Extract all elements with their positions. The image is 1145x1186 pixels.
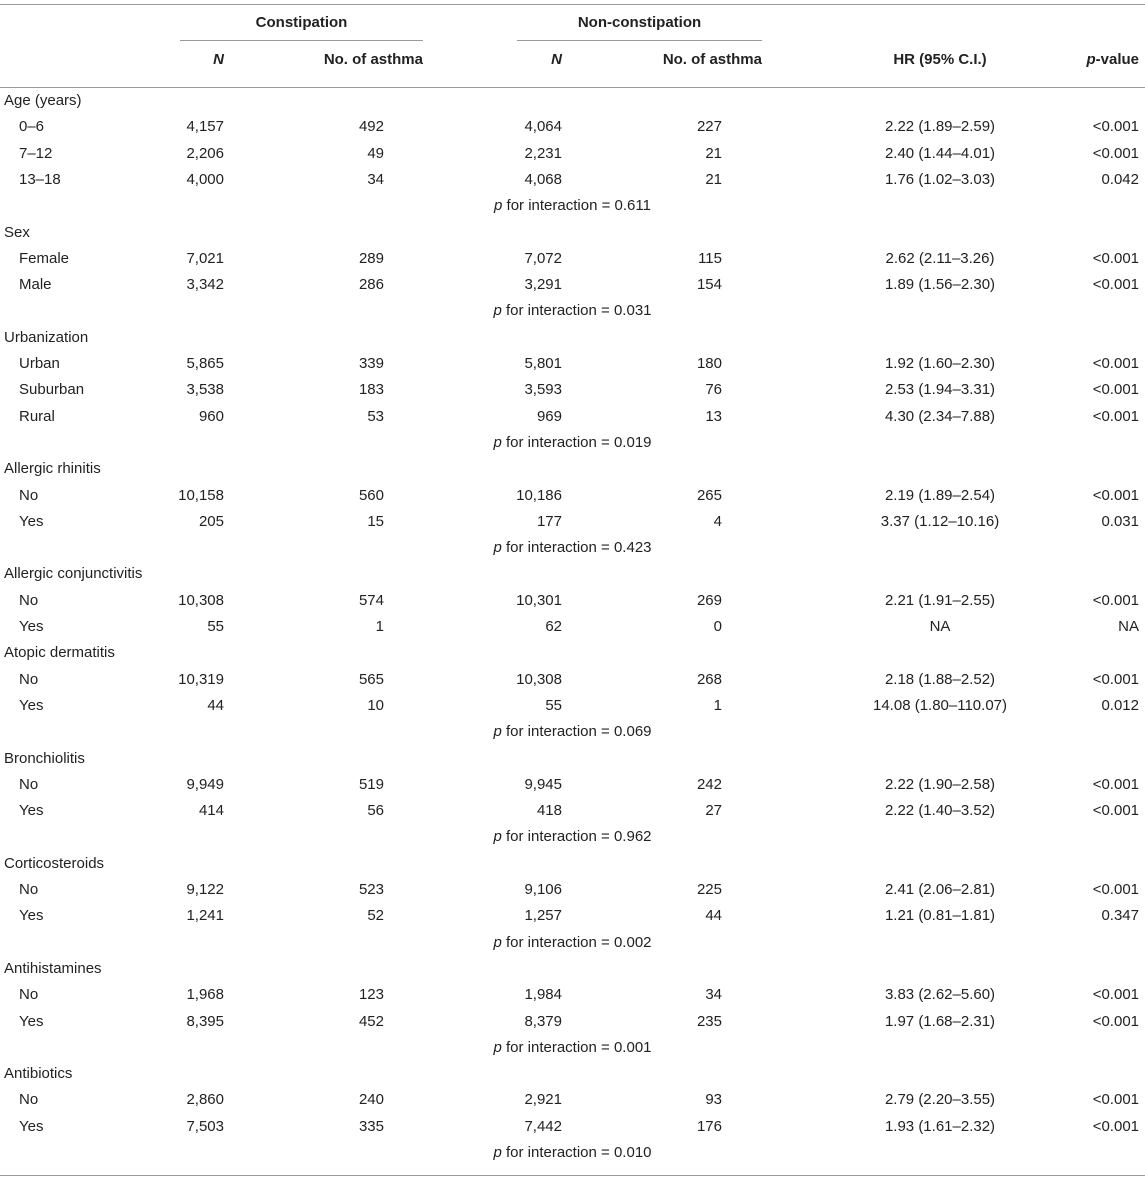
interaction-row: [0, 934, 1145, 960]
non-constipation-n-cell: 177: [536, 512, 562, 530]
interaction-p-italic: p: [493, 433, 502, 451]
constipation-asthma-cell: 560: [358, 486, 384, 504]
non-constipation-n-cell: 10,308: [516, 670, 562, 688]
row-label: Urban: [19, 355, 60, 372]
table-row: [0, 1091, 1145, 1117]
non-constipation-asthma-cell: 242: [696, 775, 722, 793]
interaction-p-italic: p: [493, 1038, 502, 1056]
constipation-n-cell: 4,157: [186, 118, 224, 136]
hr-cell: 2.62 (2.11–3.26): [885, 249, 995, 267]
constipation-asthma-cell: 452: [358, 1012, 384, 1030]
interaction-p-italic: p: [493, 828, 502, 846]
header-p-value: [1040, 51, 1139, 68]
p-value-cell: 0.012: [1101, 696, 1139, 714]
section-title: Corticosteroids: [4, 854, 105, 872]
p-value-cell: <0.001: [1092, 249, 1139, 267]
non-constipation-n-cell: 3,593: [524, 381, 562, 399]
hr-cell: 4.30 (2.34–7.88): [884, 407, 996, 425]
interaction-p-italic: p: [493, 539, 502, 557]
section-title: Antibiotics: [4, 1065, 73, 1083]
constipation-n-cell: 4,000: [186, 170, 224, 188]
p-value-cell: <0.001: [1092, 986, 1139, 1004]
p-value-cell: <0.001: [1092, 670, 1139, 688]
table-row: [0, 802, 1145, 828]
constipation-asthma-cell: 56: [367, 802, 384, 820]
constipation-n-cell: 2,206: [186, 144, 224, 162]
interaction-row: [0, 1039, 1145, 1065]
hr-cell: 2.79 (2.20–3.55): [884, 1091, 996, 1109]
table-row: [0, 250, 1145, 276]
p-value-cell: <0.001: [1092, 881, 1139, 898]
interaction-label: for interaction =: [501, 1038, 614, 1056]
interaction-label: for interaction =: [501, 1144, 614, 1161]
row-label: 0–6: [19, 118, 45, 136]
p-value-cell: 0.031: [1101, 512, 1139, 530]
constipation-n-cell: 414: [198, 802, 224, 820]
non-constipation-asthma-cell: 115: [698, 249, 722, 267]
non-constipation-n-cell: 62: [545, 618, 562, 635]
non-constipation-asthma-cell: 21: [705, 144, 722, 162]
interaction-text: [400, 197, 745, 214]
table-top-rule: [0, 4, 1145, 5]
interaction-row: [0, 1144, 1145, 1170]
non-constipation-n-cell: 55: [545, 696, 562, 714]
interaction-label: for interaction =: [502, 197, 615, 215]
table-bottom-rule: [0, 1175, 1145, 1176]
interaction-row: [0, 434, 1145, 460]
hr-cell: 2.18 (1.88–2.52): [884, 670, 996, 688]
non-constipation-asthma-cell: 235: [696, 1012, 722, 1030]
interaction-p-italic: p: [493, 302, 502, 320]
table-row: [0, 145, 1145, 171]
non-constipation-asthma-cell: 154: [696, 276, 722, 294]
section-title: Allergic conjunctivitis: [4, 565, 143, 583]
hr-cell: 1.76 (1.02–3.03): [884, 170, 996, 188]
table-row: [0, 381, 1145, 407]
table-row: [0, 881, 1145, 907]
section-title-row: [0, 960, 1145, 986]
constipation-asthma-cell: 53: [367, 407, 384, 425]
constipation-n-cell: 8,395: [186, 1012, 224, 1030]
interaction-label: for interaction =: [501, 302, 614, 320]
non-constipation-n-cell: 8,379: [524, 1012, 562, 1030]
p-value-cell: <0.001: [1092, 381, 1139, 399]
section-title-row: [0, 1065, 1145, 1091]
section-title: Antihistamines: [4, 959, 102, 977]
section-title-row: [0, 92, 1145, 118]
row-label: Yes: [19, 802, 44, 820]
non-constipation-n-cell: 7,072: [524, 249, 562, 267]
row-label: Yes: [19, 512, 44, 530]
constipation-n-cell: 3,538: [186, 381, 224, 399]
row-label: Female: [19, 249, 70, 267]
section-title: Atopic dermatitis: [4, 644, 115, 662]
row-label: Yes: [19, 1012, 44, 1030]
section-title: Allergic rhinitis: [4, 460, 101, 478]
constipation-asthma-cell: 34: [367, 170, 384, 188]
interaction-row: [0, 539, 1145, 565]
interaction-value: 0.001: [613, 1038, 652, 1056]
header-non-constipation-underline: [517, 40, 762, 41]
section-title: Urbanization: [4, 328, 89, 346]
constipation-asthma-cell: 1: [375, 618, 384, 635]
row-label: No: [19, 591, 39, 609]
row-label: No: [19, 986, 39, 1004]
non-constipation-asthma-cell: 4: [713, 512, 722, 530]
non-constipation-n-cell: 969: [536, 407, 562, 425]
non-constipation-asthma-cell: 0: [713, 618, 722, 635]
interaction-label: for interaction =: [501, 433, 614, 451]
hr-cell: 2.41 (2.06–2.81): [884, 881, 996, 898]
constipation-n-cell: 1,968: [186, 986, 224, 1004]
non-constipation-asthma-cell: 225: [696, 881, 722, 898]
row-label: No: [19, 670, 39, 688]
non-constipation-asthma-cell: 34: [705, 986, 722, 1004]
hr-cell: 1.92 (1.60–2.30): [884, 355, 996, 372]
non-constipation-n-cell: 2,231: [524, 144, 562, 162]
non-constipation-asthma-cell: 44: [705, 907, 722, 925]
table-row: [0, 276, 1145, 302]
non-constipation-n-cell: 7,442: [524, 1117, 562, 1135]
header-constipation-underline: [180, 40, 423, 41]
p-value-cell: 0.347: [1101, 907, 1139, 925]
p-value-cell: <0.001: [1092, 775, 1139, 793]
interaction-label: for interaction =: [501, 539, 614, 557]
constipation-n-cell: 7,503: [186, 1117, 224, 1135]
table-row: [0, 776, 1145, 802]
constipation-asthma-cell: 49: [367, 144, 384, 162]
constipation-asthma-cell: 289: [358, 249, 384, 267]
interaction-text: [400, 1039, 745, 1056]
interaction-p-italic: p: [493, 723, 502, 741]
p-value-cell: <0.001: [1092, 355, 1139, 372]
table-row: [0, 513, 1145, 539]
constipation-n-cell: 205: [198, 512, 224, 530]
section-title-row: [0, 855, 1145, 881]
interaction-text: [400, 934, 745, 951]
non-constipation-n-cell: 10,301: [516, 591, 562, 609]
table-row: [0, 986, 1145, 1012]
header-p-italic: p: [1086, 51, 1096, 68]
interaction-row: [0, 197, 1145, 223]
constipation-asthma-cell: 183: [358, 381, 384, 399]
hr-cell: 1.21 (0.81–1.81): [884, 907, 996, 925]
constipation-n-cell: 2,860: [186, 1091, 224, 1109]
constipation-asthma-cell: 15: [367, 512, 384, 530]
interaction-text: [400, 302, 745, 319]
hr-cell: 1.89 (1.56–2.30): [884, 276, 996, 294]
non-constipation-n-cell: 1,257: [524, 907, 562, 925]
non-constipation-asthma-cell: 180: [696, 355, 722, 372]
hr-cell: 3.37 (1.12–10.16): [880, 512, 1000, 530]
header-non-constipation: Non-constipation: [577, 14, 702, 31]
header-asthma-non-constipation: No. of asthma: [662, 51, 762, 68]
p-value-cell: NA: [1118, 618, 1139, 635]
interaction-label: for interaction =: [501, 828, 614, 846]
non-constipation-asthma-cell: 268: [696, 670, 722, 688]
non-constipation-asthma-cell: 1: [713, 696, 722, 714]
hr-cell: 2.40 (1.44–4.01): [884, 144, 996, 162]
constipation-asthma-cell: 519: [358, 775, 384, 793]
non-constipation-n-cell: 5,801: [524, 355, 562, 372]
table-row: [0, 1118, 1145, 1144]
row-label: No: [19, 881, 39, 898]
row-label: No: [19, 486, 39, 504]
constipation-asthma-cell: 286: [358, 276, 384, 294]
constipation-asthma-cell: 335: [358, 1117, 384, 1135]
p-value-cell: <0.001: [1092, 1117, 1139, 1135]
row-label: Yes: [19, 1117, 44, 1135]
table-row: [0, 408, 1145, 434]
non-constipation-n-cell: 4,064: [524, 118, 562, 136]
hr-cell: 1.97 (1.68–2.31): [884, 1012, 996, 1030]
interaction-value: 0.031: [613, 302, 652, 320]
non-constipation-asthma-cell: 27: [705, 802, 722, 820]
constipation-asthma-cell: 565: [358, 670, 384, 688]
table-row: [0, 171, 1145, 197]
hr-cell: 2.22 (1.40–3.52): [884, 802, 996, 820]
section-title: Sex: [4, 223, 30, 241]
non-constipation-n-cell: 4,068: [524, 170, 562, 188]
row-label: No: [19, 775, 39, 793]
row-label: Yes: [19, 696, 44, 714]
hr-cell: 2.22 (1.89–2.59): [884, 118, 996, 136]
interaction-value: 0.423: [613, 539, 652, 557]
row-label: Yes: [19, 618, 44, 635]
table-row: [0, 618, 1145, 644]
interaction-value: 0.002: [613, 933, 652, 951]
section-title-row: [0, 460, 1145, 486]
hr-cell: 2.19 (1.89–2.54): [884, 486, 996, 504]
constipation-asthma-cell: 339: [358, 355, 384, 372]
non-constipation-asthma-cell: 21: [705, 170, 722, 188]
constipation-n-cell: 7,021: [186, 249, 224, 267]
non-constipation-asthma-cell: 269: [696, 591, 722, 609]
hr-cell: 3.83 (2.62–5.60): [884, 986, 996, 1004]
constipation-n-cell: 9,122: [186, 881, 224, 898]
p-value-cell: <0.001: [1092, 591, 1139, 609]
header-hr: HR (95% C.I.): [893, 51, 987, 68]
section-title-row: [0, 224, 1145, 250]
p-value-cell: <0.001: [1092, 407, 1139, 425]
interaction-text: [400, 1144, 745, 1161]
section-title-row: [0, 750, 1145, 776]
hr-cell: 2.53 (1.94–3.31): [884, 381, 996, 399]
non-constipation-asthma-cell: 227: [696, 118, 722, 136]
interaction-value: 0.962: [613, 828, 652, 846]
p-value-cell: <0.001: [1092, 118, 1139, 136]
constipation-asthma-cell: 492: [358, 118, 384, 136]
header-constipation: Constipation: [255, 14, 348, 31]
constipation-asthma-cell: 523: [358, 881, 384, 898]
interaction-text: [400, 828, 745, 845]
table-row: [0, 671, 1145, 697]
section-title: Age (years): [4, 92, 82, 109]
row-label: 7–12: [19, 144, 53, 162]
header-n-constipation: N: [213, 51, 224, 68]
non-constipation-n-cell: 10,186: [516, 486, 562, 504]
hr-cell: 1.93 (1.61–2.32): [884, 1117, 996, 1135]
constipation-n-cell: 44: [207, 696, 224, 714]
p-value-cell: <0.001: [1092, 144, 1139, 162]
p-value-cell: 0.042: [1101, 170, 1139, 188]
interaction-p-italic: p: [493, 933, 502, 951]
interaction-text: [400, 723, 745, 740]
row-label: Male: [19, 276, 52, 294]
interaction-value: 0.069: [613, 723, 652, 741]
non-constipation-asthma-cell: 76: [705, 381, 722, 399]
interaction-p-italic: p: [493, 1144, 502, 1161]
constipation-asthma-cell: 574: [358, 591, 384, 609]
section-title-row: [0, 644, 1145, 670]
hr-cell: 2.21 (1.91–2.55): [884, 591, 996, 609]
constipation-n-cell: 10,308: [178, 591, 224, 609]
header-asthma-constipation: No. of asthma: [323, 51, 423, 68]
hr-cell: 2.22 (1.90–2.58): [884, 775, 996, 793]
non-constipation-n-cell: 9,106: [524, 881, 562, 898]
constipation-asthma-cell: 123: [358, 986, 384, 1004]
interaction-label: for interaction =: [501, 933, 614, 951]
table-row: [0, 118, 1145, 144]
hr-cell: NA: [929, 618, 951, 635]
table-row: [0, 592, 1145, 618]
section-title-row: [0, 329, 1145, 355]
interaction-value: 0.611: [614, 197, 651, 215]
interaction-row: [0, 302, 1145, 328]
constipation-n-cell: 10,319: [178, 670, 224, 688]
table-row: [0, 355, 1145, 381]
interaction-text: [400, 434, 745, 451]
non-constipation-asthma-cell: 13: [705, 407, 722, 425]
non-constipation-n-cell: 418: [536, 802, 562, 820]
constipation-n-cell: 960: [198, 407, 224, 425]
hr-cell: 14.08 (1.80–110.07): [873, 696, 1007, 714]
header-p-suffix: -value: [1095, 51, 1139, 68]
constipation-n-cell: 55: [207, 618, 224, 635]
row-label: No: [19, 1091, 39, 1109]
p-value-cell: <0.001: [1092, 802, 1139, 820]
interaction-label: for interaction =: [501, 723, 614, 741]
constipation-n-cell: 1,241: [186, 907, 224, 925]
row-label: Rural: [19, 407, 55, 425]
section-title-row: [0, 565, 1145, 591]
interaction-value: 0.019: [613, 433, 652, 451]
table-row: [0, 697, 1145, 723]
constipation-n-cell: 3,342: [186, 276, 224, 294]
interaction-text: [400, 539, 745, 556]
p-value-cell: <0.001: [1092, 486, 1139, 504]
p-value-cell: <0.001: [1092, 1091, 1139, 1109]
constipation-n-cell: 5,865: [186, 355, 224, 372]
non-constipation-n-cell: 1,984: [524, 986, 562, 1004]
interaction-p-italic: p: [494, 197, 503, 215]
constipation-n-cell: 10,158: [178, 486, 224, 504]
table-row: [0, 1013, 1145, 1039]
table-row: [0, 907, 1145, 933]
table-row: [0, 487, 1145, 513]
constipation-asthma-cell: 52: [367, 907, 384, 925]
non-constipation-n-cell: 2,921: [524, 1091, 562, 1109]
row-label: Suburban: [19, 381, 85, 399]
row-label: 13–18: [19, 170, 61, 188]
interaction-value: 0.010: [613, 1144, 652, 1161]
non-constipation-asthma-cell: 265: [696, 486, 722, 504]
non-constipation-asthma-cell: 176: [696, 1117, 722, 1135]
non-constipation-n-cell: 9,945: [524, 775, 562, 793]
p-value-cell: <0.001: [1092, 1012, 1139, 1030]
non-constipation-n-cell: 3,291: [524, 276, 562, 294]
header-n-non-constipation: N: [551, 51, 562, 68]
section-title: Bronchiolitis: [4, 749, 85, 767]
constipation-n-cell: 9,949: [186, 775, 224, 793]
constipation-asthma-cell: 10: [367, 696, 384, 714]
constipation-asthma-cell: 240: [358, 1091, 384, 1109]
p-value-cell: <0.001: [1092, 276, 1139, 294]
interaction-row: [0, 723, 1145, 749]
non-constipation-asthma-cell: 93: [705, 1091, 722, 1109]
row-label: Yes: [19, 907, 44, 925]
header-bottom-rule: [0, 87, 1145, 88]
interaction-row: [0, 828, 1145, 854]
